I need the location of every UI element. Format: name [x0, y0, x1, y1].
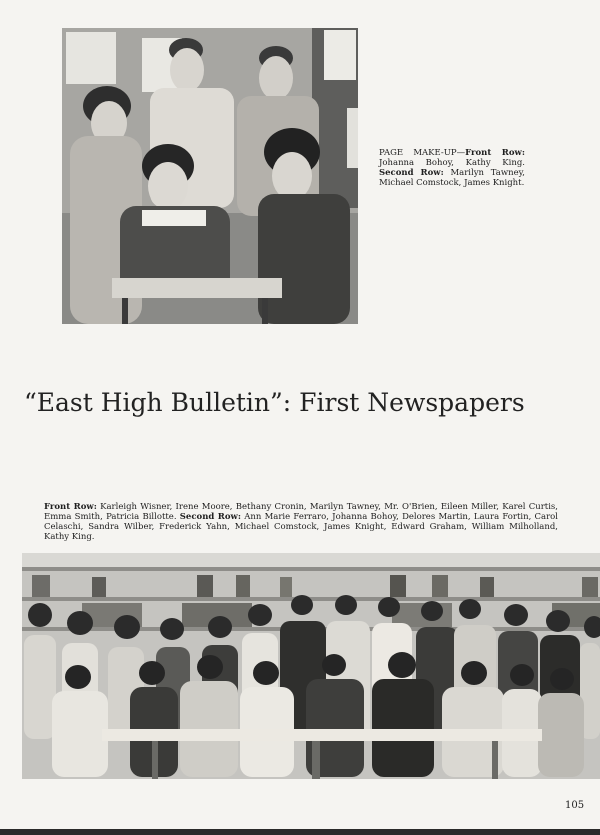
group-second-row-label: Second Row: — [179, 512, 241, 522]
caption-title: PAGE MAKE-UP— — [379, 148, 466, 158]
top-photo-page-make-up — [62, 28, 358, 324]
group-photo-newspaper-staff — [22, 553, 600, 779]
page-headline: “East High Bulletin”: First Newspapers — [24, 388, 525, 417]
page-number: 105 — [565, 800, 585, 811]
caption-second-row-names: Marilyn Tawney, Michael Comstock, James Knight. — [379, 168, 525, 188]
caption-front-row-label: Front Row: — [465, 148, 525, 158]
caption-front-row-names: Johanna Bohoy, Kathy King. — [379, 158, 525, 168]
group-front-row-label: Front Row: — [44, 502, 97, 512]
top-photo-caption — [379, 148, 525, 188]
group-photo-scene — [22, 553, 600, 779]
group-photo-caption — [44, 502, 558, 542]
group-second-row-names: Ann Marie Ferraro, Johanna Bohoy, Delores Martin, Laura Fortin, Carol Celaschi, Sandra Wilber, Frederick Yahn, Michael Comstock, James Knight, Edward Graham, William Milholland, Kathy King. — [44, 512, 559, 542]
page-edge-bar — [0, 829, 600, 835]
top-photo-scene — [62, 28, 358, 324]
group-front-row-names: Karleigh Wisner, Irene Moore, Bethany Cronin, Marilyn Tawney, Mr. O'Brien, Eileen Miller, Karel Curtis, Emma Smith, Patricia Billotte. — [44, 502, 559, 522]
caption-second-row-label: Second Row: — [379, 168, 444, 178]
